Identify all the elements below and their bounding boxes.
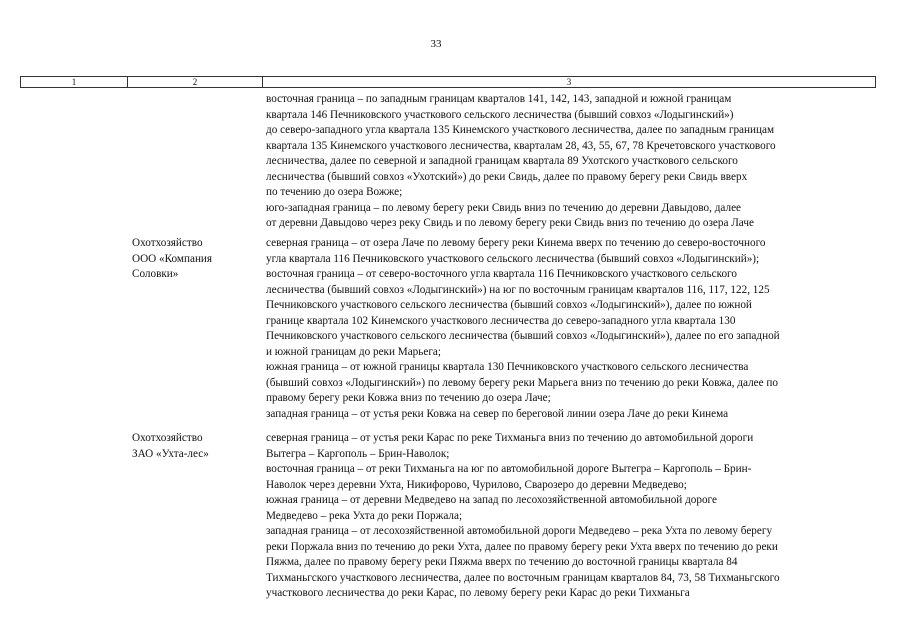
table-header-col-1: 1 [21, 77, 128, 87]
boundary-line: восточная граница – от северо-восточного угла квартала 116 Печниковского участкового сельского [266, 268, 737, 280]
table-header-col-3: 3 [566, 77, 572, 87]
boundary-line: лесничества, далее по северной и западной границам квартала 89 Ухотского участкового сельского [266, 155, 738, 167]
boundary-line: и южной границам до реки Марьега; [266, 345, 442, 358]
boundary-line: (бывший совхоз «Лодыгинский») по левому берегу реки Марьега вниз по течению до реки Ковжа, далее по [266, 376, 778, 389]
boundary-line: западная граница – от лесохозяйственной автомобильной дороги Медведево – река Ухта по левому берегу [266, 525, 773, 537]
table-header-row [20, 76, 876, 88]
boundary-line: Медведево – река Ухта до реки Поржала; [266, 509, 463, 522]
boundary-description [266, 92, 876, 232]
boundary-line: Пяжма, далее по правому берегу реки Пяжма вверх по течению до восточной границы квартала 84 [266, 556, 738, 568]
boundary-line: Наволок через деревни Ухта, Никифорово, Чурилово, Сварозеро до деревни Медведево; [266, 478, 687, 491]
table-header-col-2: 2 [128, 77, 263, 87]
boundary-line: правому берегу реки Ковжа вниз по течению до озера Лаче; [266, 392, 551, 404]
boundary-line: квартала 135 Кинемского участкового лесничества, кварталам 28, 43, 55, 67, 78 Кречетовского участкового [266, 139, 776, 152]
organization-line: Соловки» [132, 268, 179, 280]
boundary-line: угла квартала 116 Печниковского участкового сельского лесничества (бывший совхоз «Лодыгинский»); [266, 252, 760, 265]
page-number: 33 [430, 38, 442, 50]
boundary-line: Тихманьгского участкового лесничества, далее по восточным границам кварталов 84, 73, 58 Тихманьгского [266, 571, 780, 584]
organization-name [132, 236, 260, 283]
organization-line: Охотхозяйство [132, 432, 203, 444]
boundary-line: восточная граница – от реки Тихманьга на юг по автомобильной дороге Вытегра – Каргополь – Брин- [266, 463, 752, 475]
boundary-line: границе квартала 102 Кинемского участкового лесничества до северо-западного угла квартала 130 [266, 314, 736, 327]
boundary-line: южная граница – от деревни Медведево на запад по лесохозяйственной автомобильной дороге [266, 494, 717, 506]
boundary-line: реки Поржала вниз по течению до реки Ухта, далее по правому берегу реки Ухта вверх по течению до реки [266, 540, 778, 553]
boundary-line: северная граница – от озера Лаче по левому берегу реки Кинема вверх по течению до северо-восточного [266, 237, 766, 249]
boundary-line: до северо-западного угла квартала 135 Кинемского участкового лесничества, далее по западным границам [266, 124, 775, 136]
boundary-line: восточная граница – по западным границам кварталов 141, 142, 143, западной и южной границам [266, 93, 732, 105]
organization-line: Охотхозяйство [132, 237, 203, 249]
boundary-line: участкового лесничества до реки Карас, по левому берегу реки Карас до реки Тихманьга [266, 587, 690, 599]
boundary-line: западная граница – от устья реки Ковжа на север по береговой линии озера Лаче до реки Кинема [266, 407, 729, 420]
boundary-line: Печниковского участкового сельского лесничества (бывший совхоз «Лодыгинский»), далее по южной [266, 299, 752, 311]
boundary-line: лесничества (бывший совхоз «Ухотский») до реки Свидь, далее по правому берегу реки Свидь вверх [266, 170, 748, 183]
boundary-line: северная граница – от устья реки Карас по реке Тихманьга вниз по течению до автомобильной дороги [266, 432, 754, 444]
organization-line: ЗАО «Ухта-лес» [132, 447, 209, 460]
boundary-line: от деревни Давыдово через реку Свидь и по левому берегу реки Свидь вниз по течению до озера Лаче [266, 217, 754, 229]
boundary-line: Вытегра – Каргополь – Брин-Наволок; [266, 447, 450, 460]
boundary-line: лесничества (бывший совхоз «Лодыгинский») на юг по восточным границам кварталов 116, 117, 122, 125 [266, 283, 770, 296]
organization-line: ООО «Компания [132, 252, 213, 265]
boundary-line: южная граница – от южной границы квартала 130 Печниковского участкового сельского лесничества [266, 361, 749, 373]
boundary-description [266, 431, 876, 602]
boundary-line: квартала 146 Печниковского участкового сельского лесничества (бывший совхоз «Лодыгинский») [266, 108, 734, 121]
boundary-line: по течению до озера Вожже; [266, 186, 403, 198]
organization-name [132, 431, 260, 462]
boundary-line: юго-западная граница – по левому берегу реки Свидь вниз по течению до деревни Давыдово, далее [266, 201, 742, 214]
boundary-description [266, 236, 876, 422]
boundary-line: Печниковского участкового сельского лесничества (бывший совхоз «Лодыгинский»), далее по его западной [266, 330, 780, 342]
